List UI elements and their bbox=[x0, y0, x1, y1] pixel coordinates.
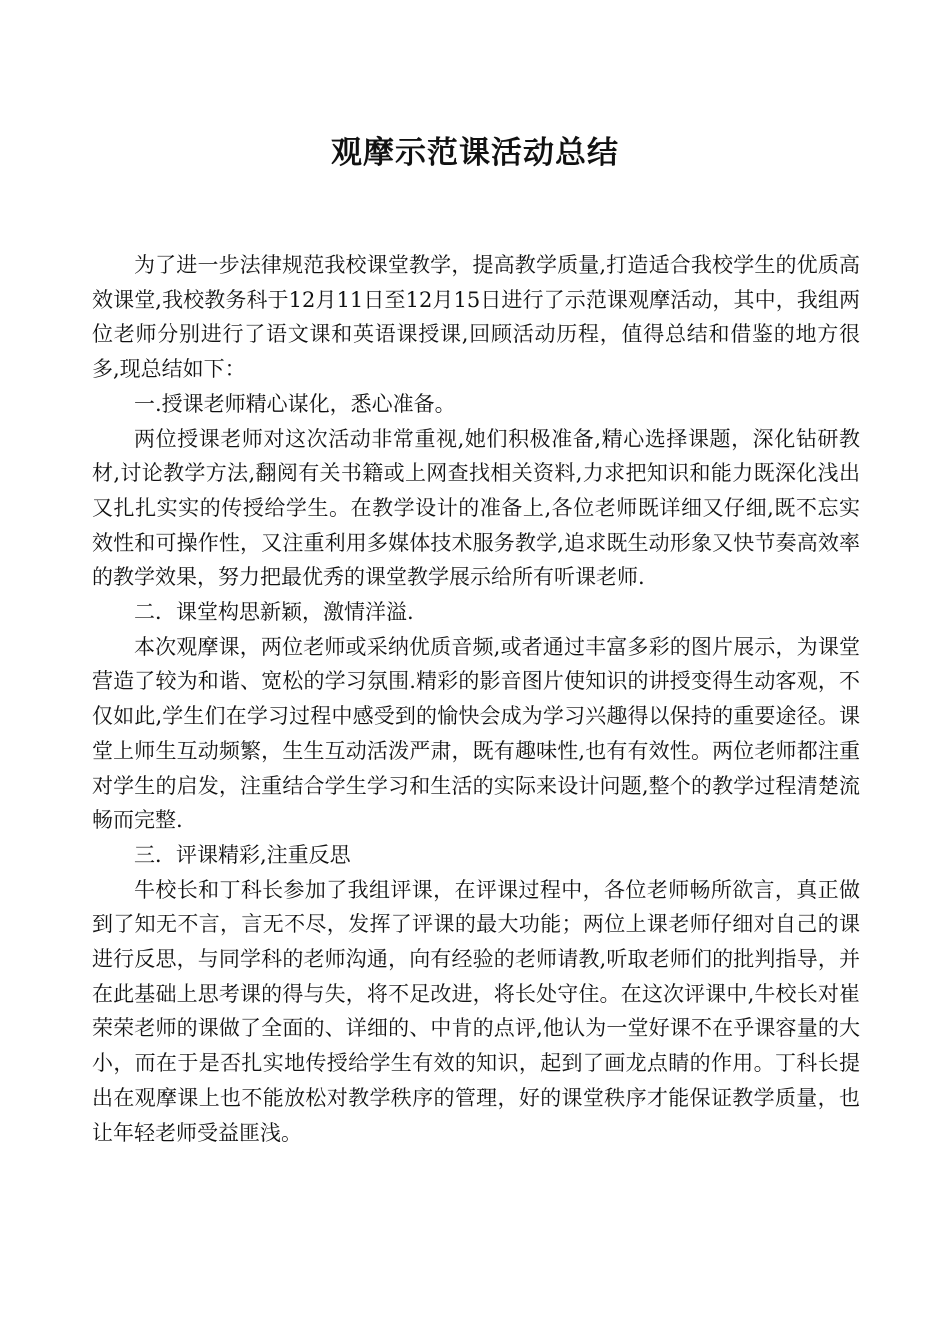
document-body bbox=[92, 248, 860, 1150]
section-2-paragraph: 本次观摩课，两位老师或采纳优质音频,或者通过丰富多彩的图片展示，为课堂营造了较为和谐、宽松的学习氛围.精彩的影音图片使知识的讲授变得生动客观，不仅如此,学生们在学习过程中感受到的愉快会成为学习兴趣得以保持的重要途径。课堂上师生互动频繁，生生互动活泼严肃，既有趣味性,也有有效性。两位老师都注重对学生的启发，注重结合学生学习和生活的实际来设计问题,整个的教学过程清楚流畅而完整. bbox=[92, 634, 860, 833]
section-3-paragraph: 牛校长和丁科长参加了我组评课，在评课过程中，各位老师畅所欲言，真正做到了知无不言，言无不尽，发挥了评课的最大功能；两位上课老师仔细对自己的课进行反思，与同学科的老师沟通，向有经验的老师请教,听取老师们的批判指导，并在此基础上思考课的得与失，将不足改进，将长处守住。在这次评课中,牛校长对崔荣荣老师的课做了全面的、详细的、中肯的点评,他认为一堂好课不在乎课容量的大小，而在于是否扎实地传授给学生有效的知识，起到了画龙点睛的作用。丁科长提出在观摩课上也不能放松对教学秩序的管理，好的课堂秩序才能保证教学质量，也让年轻老师受益匪浅。 bbox=[92, 877, 860, 1145]
section-heading-2: 二．课堂构思新颖，激情洋溢. bbox=[134, 600, 414, 625]
section-heading-3: 三．评课精彩,注重反思 bbox=[134, 842, 351, 867]
intro-paragraph: 为了进一步法律规范我校课堂教学，提高教学质量,打造适合我校学生的优质高效课堂,我校教务科于12月11日至12月15日进行了示范课观摩活动，其中，我组两位老师分别进行了语文课和英语课授课,回顾活动历程，值得总结和借鉴的地方很多,现总结如下： bbox=[92, 253, 860, 382]
document-title: 观摩示范课活动总结 bbox=[331, 135, 619, 171]
section-1-paragraph: 两位授课老师对这次活动非常重视,她们积极准备,精心选择课题，深化钻研教材,讨论教学方法,翻阅有关书籍或上网查找相关资料,力求把知识和能力既深化浅出又扎扎实实的传授给学生。在教学设计的准备上,各位老师既详细又仔细,既不忘实效性和可操作性，又注重利用多媒体技术服务教学,追求既生动形象又快节奏高效率的教学效果，努力把最优秀的课堂教学展示给所有听课老师. bbox=[92, 426, 860, 590]
section-heading-1: 一.授课老师精心谋化，悉心准备。 bbox=[134, 391, 456, 416]
